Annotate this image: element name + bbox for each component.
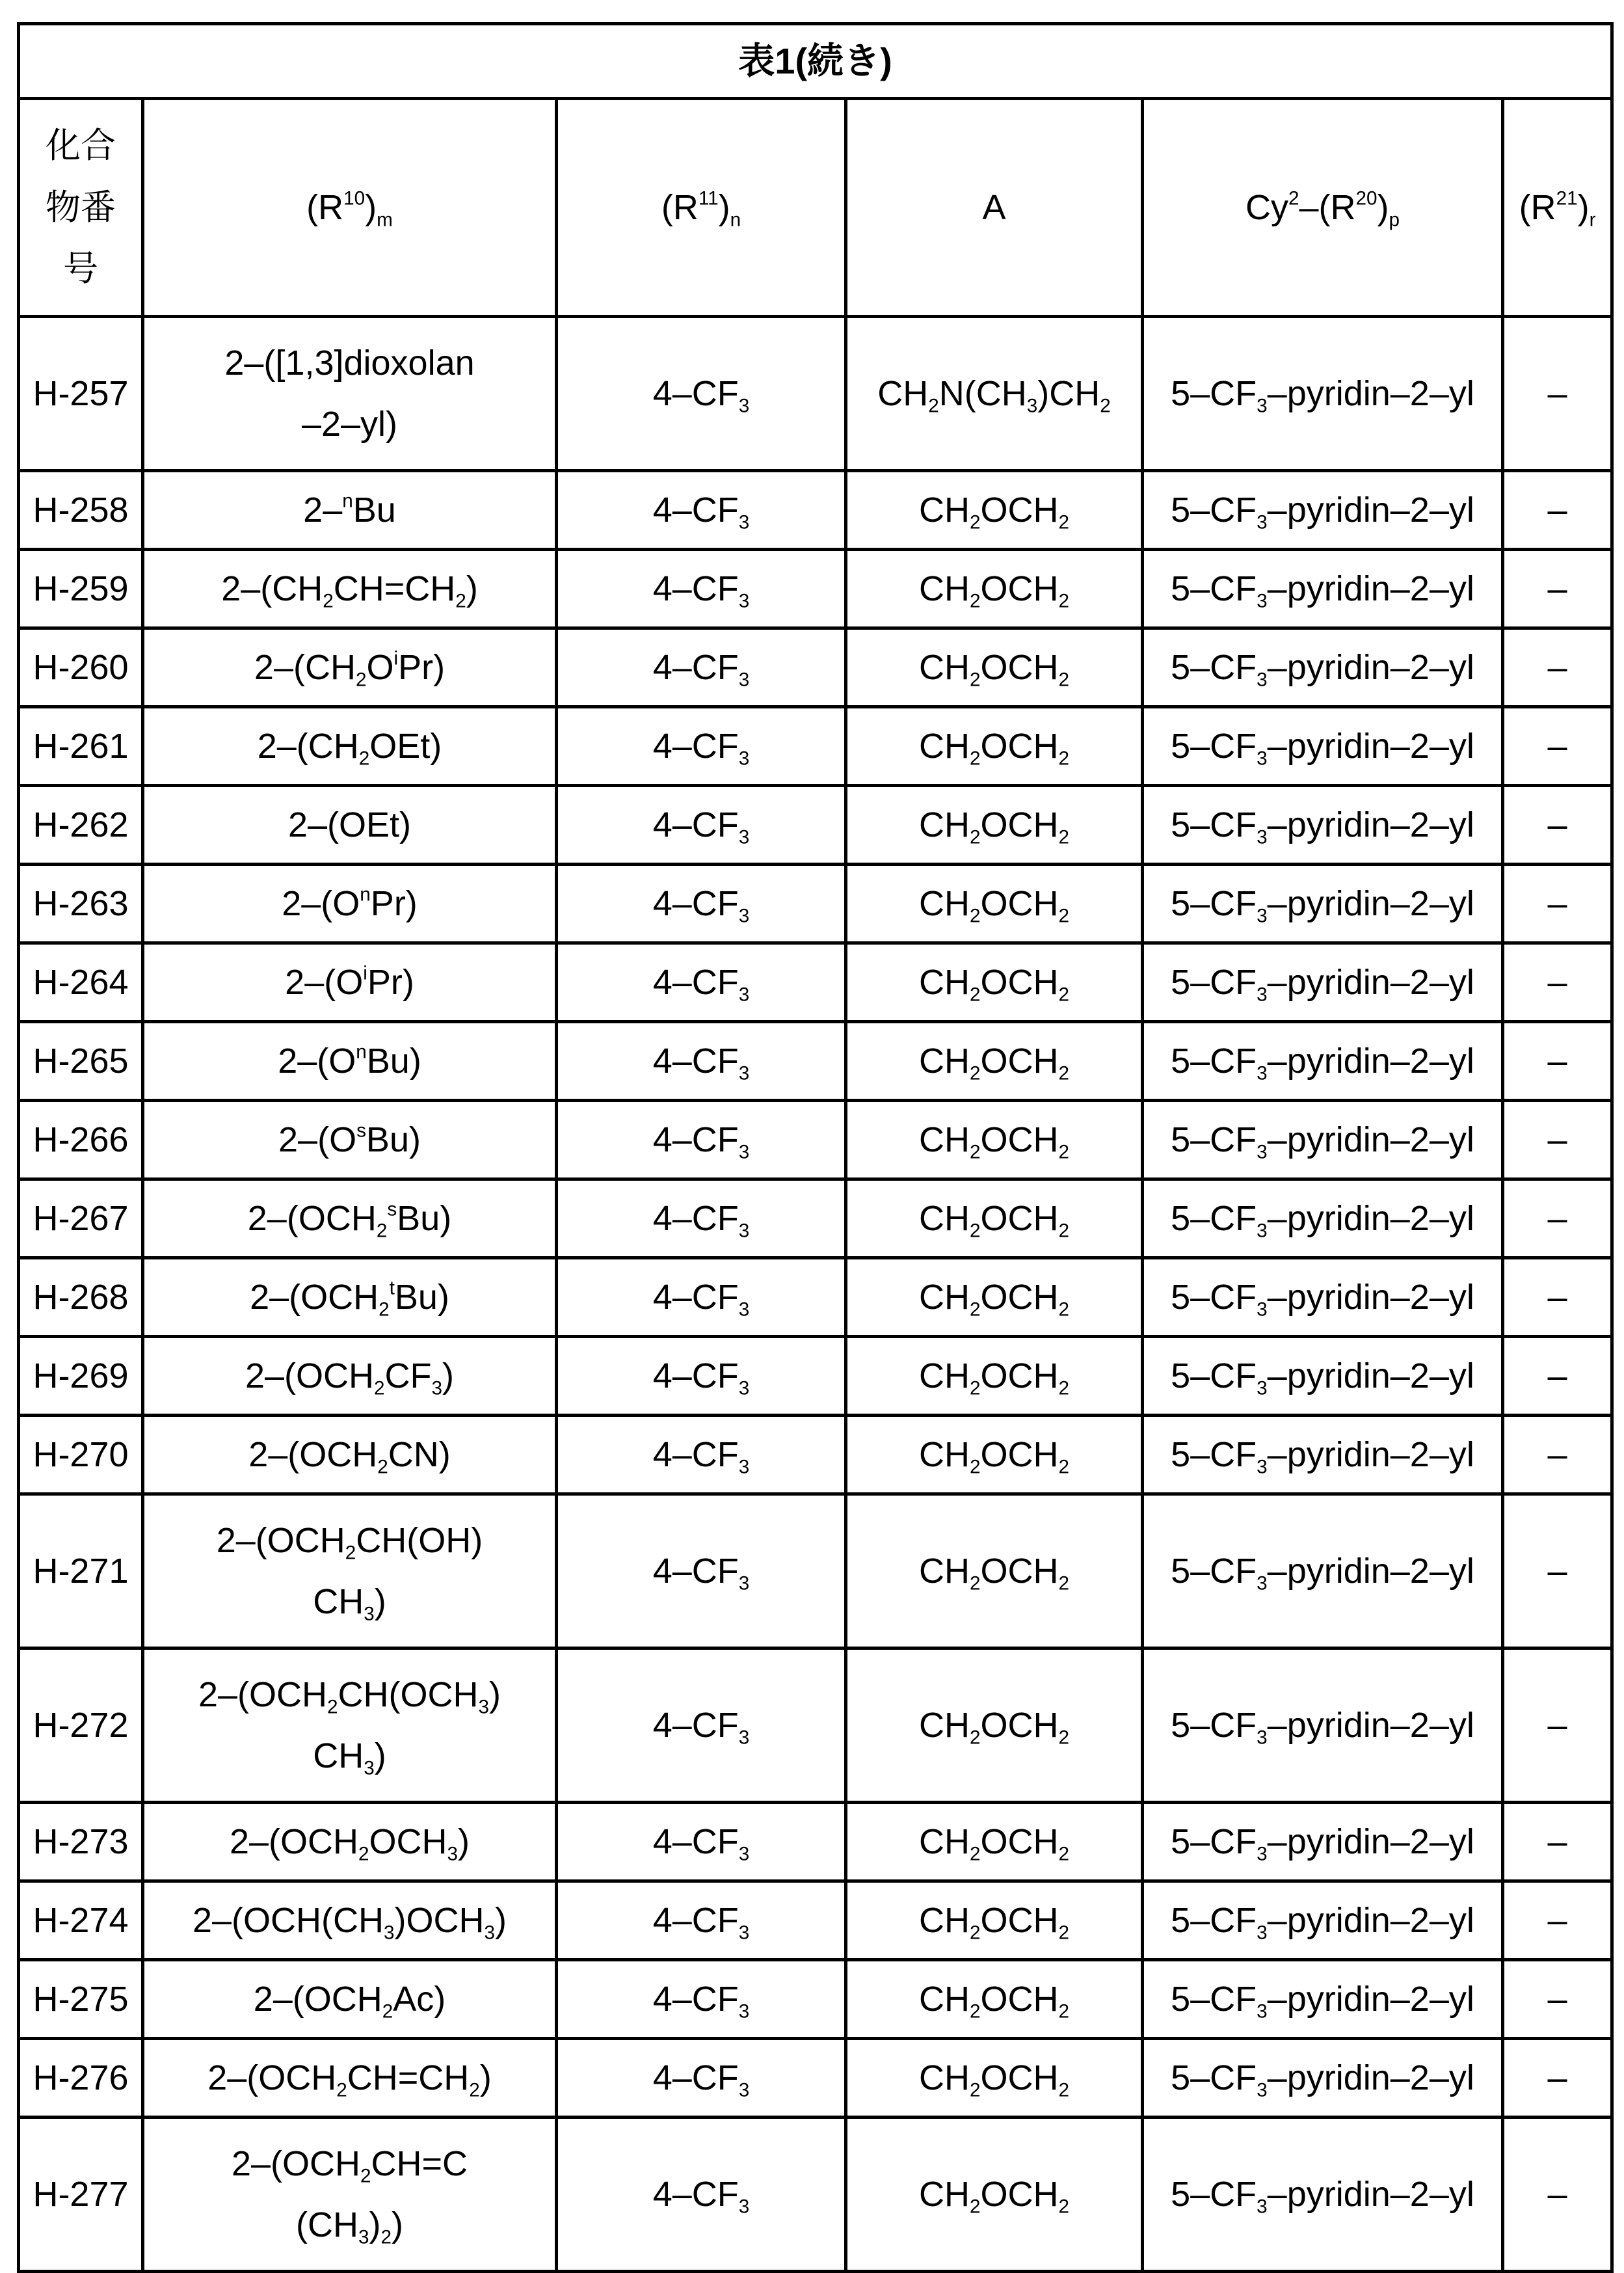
cell-r10: $2-(OCH(CH_3)OCH_3)$ <box>143 1881 557 1960</box>
cell-r10: 2–(OEt) <box>143 786 557 865</box>
cell-cy2: $5-CF_3-pyridin-2-yl$ <box>1143 707 1503 786</box>
cell-a: $CH_2OCH_2$ <box>846 628 1143 707</box>
table-row <box>19 550 1612 628</box>
cell-r10: $2-(O^sBu)$ <box>143 1101 557 1179</box>
cell-cy2: $5-CF_3-pyridin-2-yl$ <box>1143 1494 1503 1648</box>
header-r21 <box>1503 99 1612 317</box>
cell-a: $CH_2OCH_2$ <box>846 1648 1143 1803</box>
cell-cy2: $5-CF_3-pyridin-2-yl$ <box>1143 550 1503 628</box>
cell-a: $CH_2OCH_2$ <box>846 1803 1143 1881</box>
cell-r10: $2-(OCH_2^tBu)$ <box>143 1258 557 1337</box>
cell-r21: – <box>1503 471 1612 550</box>
cell-compound-id: H-274 <box>19 1881 143 1960</box>
cell-r10: $2-(CH_2O^iPr)$ <box>143 628 557 707</box>
cell-r21: – <box>1503 2118 1612 2272</box>
header-compound-number-line1: 化合 <box>46 126 116 166</box>
header-compound-number-line3: 号 <box>63 249 98 289</box>
header-compound-number <box>19 99 143 317</box>
cell-a: $CH_2OCH_2$ <box>846 943 1143 1022</box>
header-r10 <box>143 99 557 317</box>
table-row <box>19 628 1612 707</box>
header-a: A <box>846 99 1143 317</box>
cell-compound-id: H-273 <box>19 1803 143 1881</box>
table-row <box>19 1881 1612 1960</box>
cell-r10: $2-(OCH_2OCH_3)$ <box>143 1803 557 1881</box>
cell-a: $CH_2OCH_2$ <box>846 1494 1143 1648</box>
cell-r11: $4-CF_3$ <box>557 471 846 550</box>
cell-compound-id: H-272 <box>19 1648 143 1803</box>
cell-r11: $4-CF_3$ <box>557 1101 846 1179</box>
cell-a: $CH_2OCH_2$ <box>846 786 1143 865</box>
table-row <box>19 1022 1612 1101</box>
table-row <box>19 1494 1612 1648</box>
table-row <box>19 471 1612 550</box>
cell-r11: $4-CF_3$ <box>557 1416 846 1494</box>
header-cy2-pre-sup: 2 <box>1288 187 1299 209</box>
cell-r11: $4-CF_3$ <box>557 1803 846 1881</box>
cell-a: $CH_2OCH_2$ <box>846 1258 1143 1337</box>
cell-cy2: $5-CF_3-pyridin-2-yl$ <box>1143 1960 1503 2039</box>
table-row <box>19 1258 1612 1337</box>
cell-compound-id: H-265 <box>19 1022 143 1101</box>
header-r10-close: ) <box>365 187 377 227</box>
cell-cy2: $5-CF_3-pyridin-2-yl$ <box>1143 1648 1503 1803</box>
cell-cy2: $5-CF_3-pyridin-2-yl$ <box>1143 317 1503 471</box>
header-r11-base: (R <box>661 187 699 227</box>
cell-a: $CH_2OCH_2$ <box>846 1881 1143 1960</box>
table-body <box>19 317 1612 2272</box>
cell-r11: $4-CF_3$ <box>557 1337 846 1416</box>
cell-r11: $4-CF_3$ <box>557 550 846 628</box>
cell-compound-id: H-275 <box>19 1960 143 2039</box>
cell-r21: – <box>1503 1803 1612 1881</box>
cell-r10: $2-(O^iPr)$ <box>143 943 557 1022</box>
table-row <box>19 1337 1612 1416</box>
cell-r10: $2-(OCH_2CN)$ <box>143 1416 557 1494</box>
header-cy2-pre: Cy <box>1245 187 1288 227</box>
table-row <box>19 707 1612 786</box>
header-r11-sub: n <box>730 209 741 231</box>
cell-r21: – <box>1503 786 1612 865</box>
cell-r11: $4-CF_3$ <box>557 1648 846 1803</box>
cell-compound-id: H-262 <box>19 786 143 865</box>
header-r10-base: (R <box>306 187 344 227</box>
table-row <box>19 1416 1612 1494</box>
cell-r10: $2-(OCH_2CH=CH_2)$ <box>143 2039 557 2118</box>
cell-r11: $4-CF_3$ <box>557 1179 846 1258</box>
cell-cy2: $5-CF_3-pyridin-2-yl$ <box>1143 2039 1503 2118</box>
cell-a: $CH_2OCH_2$ <box>846 1337 1143 1416</box>
cell-r21: – <box>1503 1179 1612 1258</box>
cell-a: $CH_2OCH_2$ <box>846 550 1143 628</box>
cell-a: $CH_2OCH_2$ <box>846 1179 1143 1258</box>
cell-r21: – <box>1503 628 1612 707</box>
table-row <box>19 1803 1612 1881</box>
cell-compound-id: H-269 <box>19 1337 143 1416</box>
cell-a: $CH_2OCH_2$ <box>846 1960 1143 2039</box>
cell-r11: $4-CF_3$ <box>557 943 846 1022</box>
cell-r21: – <box>1503 1494 1612 1648</box>
cell-a: $CH_2OCH_2$ <box>846 1416 1143 1494</box>
header-r11 <box>557 99 846 317</box>
header-r10-sup: 10 <box>343 187 366 209</box>
cell-r21: – <box>1503 317 1612 471</box>
cell-a: $CH_2OCH_2$ <box>846 1022 1143 1101</box>
cell-r10: 2–$^n$Bu <box>143 471 557 550</box>
cell-r21: – <box>1503 1101 1612 1179</box>
cell-r21: – <box>1503 865 1612 943</box>
header-r21-sub: r <box>1589 209 1596 231</box>
cell-cy2: $5-CF_3-pyridin-2-yl$ <box>1143 1101 1503 1179</box>
cell-r21: – <box>1503 1648 1612 1803</box>
cell-compound-id: H-260 <box>19 628 143 707</box>
cell-compound-id: H-257 <box>19 317 143 471</box>
cell-a: $CH_2N(CH_3)CH_2$ <box>846 317 1143 471</box>
cell-r11: $4-CF_3$ <box>557 2039 846 2118</box>
table-caption: 表1(続き) <box>19 24 1612 99</box>
header-cy2-sub: p <box>1389 209 1400 231</box>
header-r21-close: ) <box>1577 187 1590 227</box>
cell-cy2: $5-CF_3-pyridin-2-yl$ <box>1143 1337 1503 1416</box>
compound-table <box>17 22 1614 2273</box>
cell-compound-id: H-261 <box>19 707 143 786</box>
cell-r10: $2-(OCH_2Ac)$ <box>143 1960 557 2039</box>
cell-r11: $4-CF_3$ <box>557 865 846 943</box>
table-row <box>19 317 1612 471</box>
cell-r10: $2-(CH_2CH=CH_2)$ <box>143 550 557 628</box>
header-cy2 <box>1143 99 1503 317</box>
cell-r11: $4-CF_3$ <box>557 1022 846 1101</box>
cell-cy2: $5-CF_3-pyridin-2-yl$ <box>1143 2118 1503 2272</box>
cell-r11: $4-CF_3$ <box>557 1258 846 1337</box>
header-r11-sup: 11 <box>698 187 719 209</box>
cell-r11: $4-CF_3$ <box>557 707 846 786</box>
cell-r10: 2–([1,3]dioxolan –2–yl) <box>143 317 557 471</box>
cell-a: $CH_2OCH_2$ <box>846 707 1143 786</box>
cell-compound-id: H-259 <box>19 550 143 628</box>
cell-r21: – <box>1503 1881 1612 1960</box>
cell-r11: $4-CF_3$ <box>557 628 846 707</box>
cell-cy2: $5-CF_3-pyridin-2-yl$ <box>1143 628 1503 707</box>
header-cy2-sup: 20 <box>1355 187 1378 209</box>
cell-compound-id: H-271 <box>19 1494 143 1648</box>
cell-r11: $4-CF_3$ <box>557 317 846 471</box>
cell-compound-id: H-268 <box>19 1258 143 1337</box>
table-row <box>19 2039 1612 2118</box>
header-compound-number-line2: 物番 <box>46 187 116 227</box>
cell-compound-id: H-258 <box>19 471 143 550</box>
cell-r10: $2-(OCH_2^sBu)$ <box>143 1179 557 1258</box>
cell-compound-id: H-263 <box>19 865 143 943</box>
cell-r21: – <box>1503 1022 1612 1101</box>
cell-cy2: $5-CF_3-pyridin-2-yl$ <box>1143 943 1503 1022</box>
cell-r21: – <box>1503 1416 1612 1494</box>
table-row <box>19 943 1612 1022</box>
cell-r10: $2-(OCH_2CF_3)$ <box>143 1337 557 1416</box>
cell-r11: $4-CF_3$ <box>557 1494 846 1648</box>
cell-r21: – <box>1503 707 1612 786</box>
cell-cy2: $5-CF_3-pyridin-2-yl$ <box>1143 1803 1503 1881</box>
cell-compound-id: H-277 <box>19 2118 143 2272</box>
cell-cy2: $5-CF_3-pyridin-2-yl$ <box>1143 1881 1503 1960</box>
table-row <box>19 1960 1612 2039</box>
cell-r21: – <box>1503 1337 1612 1416</box>
table-row <box>19 1648 1612 1803</box>
cell-r11: $4-CF_3$ <box>557 1881 846 1960</box>
table-row <box>19 1101 1612 1179</box>
cell-a: $CH_2OCH_2$ <box>846 2039 1143 2118</box>
cell-compound-id: H-267 <box>19 1179 143 1258</box>
cell-cy2: $5-CF_3-pyridin-2-yl$ <box>1143 1179 1503 1258</box>
cell-r21: – <box>1503 550 1612 628</box>
cell-r21: – <box>1503 943 1612 1022</box>
cell-cy2: $5-CF_3-pyridin-2-yl$ <box>1143 865 1503 943</box>
header-cy2-mid: –(R <box>1299 187 1356 227</box>
cell-r10: $2-(O^nPr)$ <box>143 865 557 943</box>
table-row <box>19 2118 1612 2272</box>
cell-a: $CH_2OCH_2$ <box>846 471 1143 550</box>
cell-compound-id: H-276 <box>19 2039 143 2118</box>
cell-a: $CH_2OCH_2$ <box>846 2118 1143 2272</box>
cell-compound-id: H-270 <box>19 1416 143 1494</box>
cell-cy2: $5-CF_3-pyridin-2-yl$ <box>1143 471 1503 550</box>
cell-r10: $2-(OCH_2CH=C$ $(CH_3)_2$) <box>143 2118 557 2272</box>
cell-r10: $2-(O^nBu)$ <box>143 1022 557 1101</box>
cell-r21: – <box>1503 2039 1612 2118</box>
table-row <box>19 786 1612 865</box>
table-row <box>19 1179 1612 1258</box>
table-row <box>19 865 1612 943</box>
cell-cy2: $5-CF_3-pyridin-2-yl$ <box>1143 1258 1503 1337</box>
header-cy2-close: ) <box>1377 187 1389 227</box>
cell-r21: – <box>1503 1258 1612 1337</box>
cell-r10: $2-(OCH_2CH(OH)$ $CH_3$) <box>143 1494 557 1648</box>
cell-r21: – <box>1503 1960 1612 2039</box>
header-r10-sub: m <box>377 209 393 231</box>
cell-r10: $2-(CH_2OEt)$ <box>143 707 557 786</box>
cell-cy2: $5-CF_3-pyridin-2-yl$ <box>1143 1022 1503 1101</box>
cell-r11: $4-CF_3$ <box>557 2118 846 2272</box>
cell-a: $CH_2OCH_2$ <box>846 865 1143 943</box>
cell-cy2: $5-CF_3-pyridin-2-yl$ <box>1143 1416 1503 1494</box>
header-r11-close: ) <box>718 187 730 227</box>
cell-a: $CH_2OCH_2$ <box>846 1101 1143 1179</box>
header-r21-sup: 21 <box>1556 187 1578 209</box>
header-r21-base: (R <box>1519 187 1556 227</box>
cell-r10: $2-(OCH_2CH(OCH_3)$ $CH_3$) <box>143 1648 557 1803</box>
cell-compound-id: H-266 <box>19 1101 143 1179</box>
cell-compound-id: H-264 <box>19 943 143 1022</box>
cell-r11: $4-CF_3$ <box>557 1960 846 2039</box>
cell-r11: $4-CF_3$ <box>557 786 846 865</box>
cell-cy2: $5-CF_3-pyridin-2-yl$ <box>1143 786 1503 865</box>
